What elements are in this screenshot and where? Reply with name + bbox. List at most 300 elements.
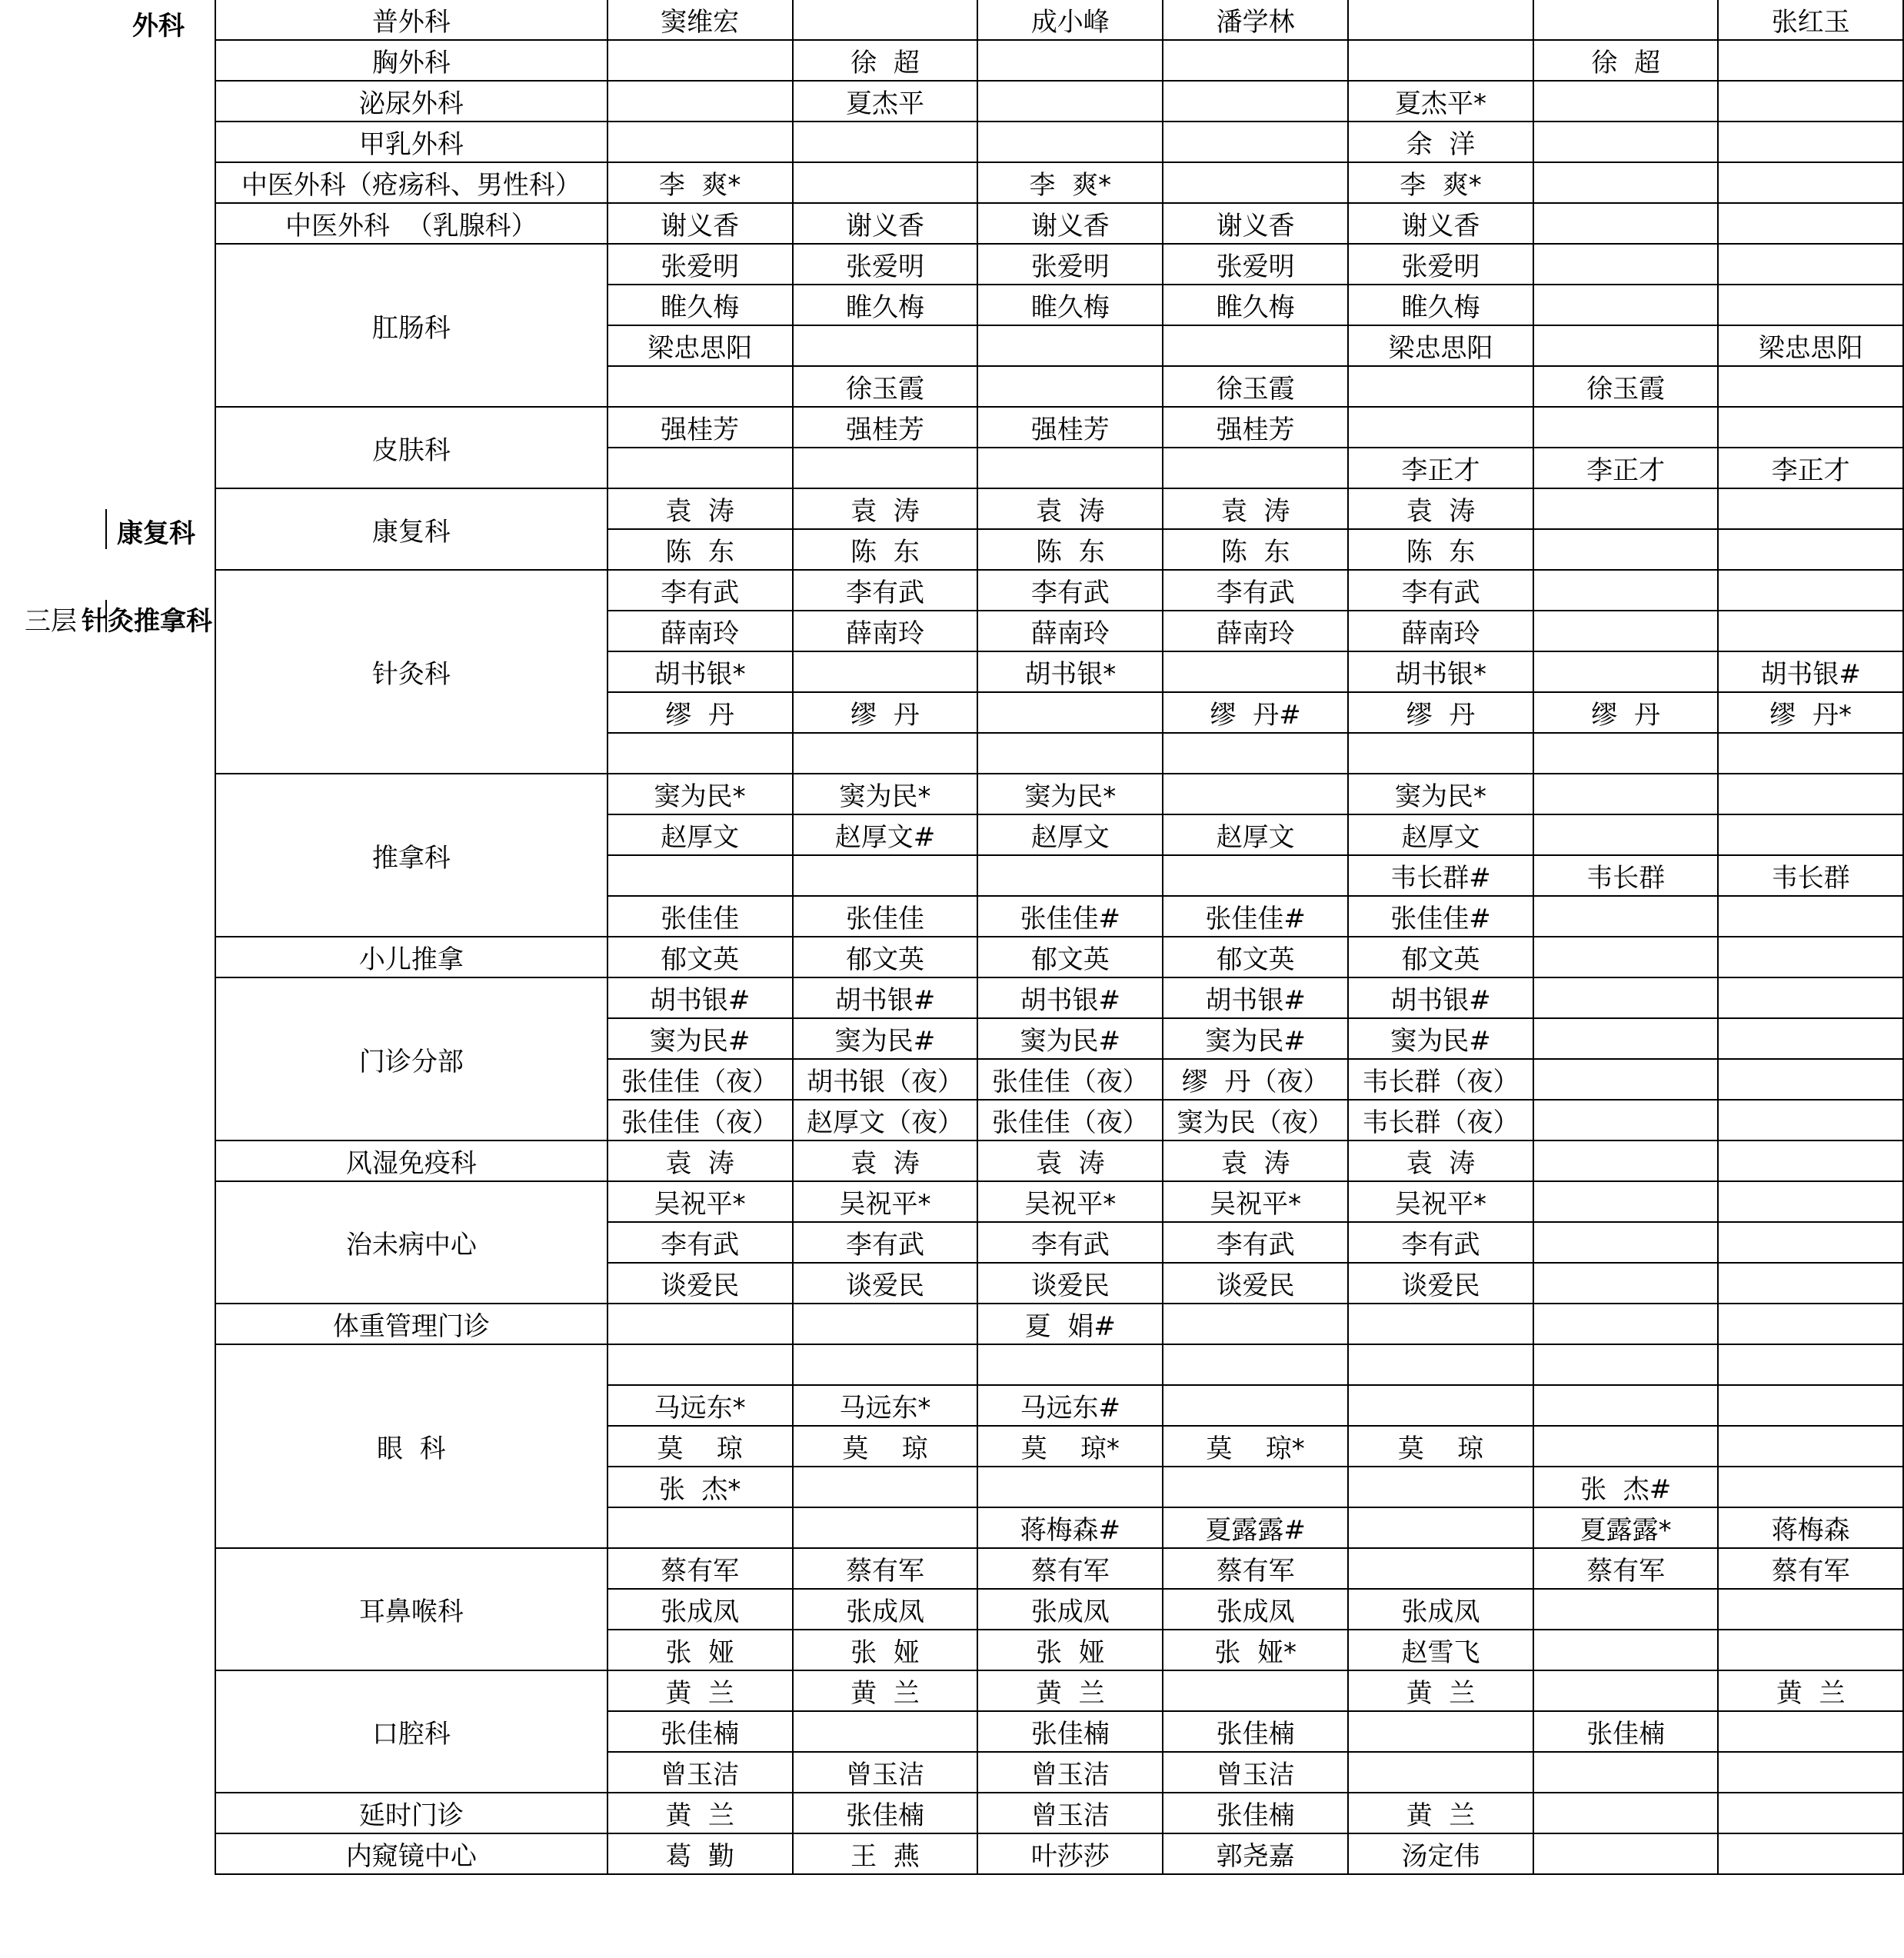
- table-row: [215, 40, 1903, 81]
- department-cell: 延时门诊: [215, 1793, 607, 1833]
- doctor-cell: 黄 兰: [977, 1670, 1163, 1711]
- doctor-cell: 谢义香: [977, 203, 1163, 244]
- doctor-cell: 赵厚文: [1348, 814, 1533, 855]
- doctor-cell: 李有武: [793, 1222, 978, 1263]
- doctor-cell: 张 娅: [793, 1630, 978, 1670]
- doctor-cell: 陈 东: [1348, 529, 1533, 570]
- doctor-cell: [1533, 244, 1718, 285]
- doctor-cell: [1348, 1711, 1533, 1752]
- doctor-cell: [1163, 162, 1348, 203]
- doctor-cell: [1533, 896, 1718, 937]
- doctor-cell: [1718, 774, 1903, 814]
- doctor-cell: 张红玉: [1718, 0, 1903, 40]
- doctor-cell: 袁 涛: [977, 1141, 1163, 1181]
- doctor-cell: [607, 1507, 793, 1548]
- doctor-cell: [977, 40, 1163, 81]
- doctor-cell: [1533, 1344, 1718, 1385]
- doctor-cell: 窦为民*: [977, 774, 1163, 814]
- doctor-cell: 夏杰平*: [1348, 81, 1533, 122]
- doctor-cell: 胡书银*: [1348, 651, 1533, 692]
- doctor-cell: [1718, 203, 1903, 244]
- department-cell: 眼 科: [215, 1344, 607, 1548]
- doctor-cell: [1718, 1426, 1903, 1467]
- doctor-cell: 张 娅*: [1163, 1630, 1348, 1670]
- doctor-cell: [1533, 488, 1718, 529]
- doctor-cell: 张成凤: [1163, 1589, 1348, 1630]
- doctor-cell: [1163, 122, 1348, 162]
- doctor-cell: 曾玉洁: [793, 1752, 978, 1793]
- doctor-cell: 李有武: [1348, 570, 1533, 611]
- section-label-surgery: 外科: [132, 11, 185, 42]
- doctor-cell: 缪 丹: [793, 692, 978, 733]
- doctor-cell: 李正才: [1718, 448, 1903, 488]
- doctor-cell: 蔡有军: [1533, 1548, 1718, 1589]
- doctor-cell: [607, 1344, 793, 1385]
- doctor-cell: [1348, 40, 1533, 81]
- doctor-cell: 谢义香: [793, 203, 978, 244]
- doctor-cell: 胡书银#: [607, 977, 793, 1018]
- doctor-cell: 蒋梅森: [1718, 1507, 1903, 1548]
- doctor-cell: [1718, 814, 1903, 855]
- doctor-cell: [1163, 1304, 1348, 1344]
- doctor-cell: 曾玉洁: [607, 1752, 793, 1793]
- doctor-cell: 胡书银*: [977, 651, 1163, 692]
- doctor-cell: 赵厚文: [977, 814, 1163, 855]
- doctor-cell: 陈 东: [977, 529, 1163, 570]
- doctor-cell: 胡书银#: [977, 977, 1163, 1018]
- doctor-cell: 陈 东: [1163, 529, 1348, 570]
- doctor-cell: [1718, 1752, 1903, 1793]
- doctor-cell: 梁忠思阳: [1348, 325, 1533, 366]
- doctor-cell: [1533, 162, 1718, 203]
- doctor-cell: [1348, 1467, 1533, 1507]
- doctor-cell: 李有武: [1348, 1222, 1533, 1263]
- doctor-cell: [1718, 488, 1903, 529]
- doctor-cell: 张佳楠: [977, 1711, 1163, 1752]
- doctor-cell: 郁文英: [793, 937, 978, 977]
- doctor-cell: 张爱明: [607, 244, 793, 285]
- doctor-cell: [1533, 651, 1718, 692]
- doctor-cell: [1718, 1263, 1903, 1304]
- doctor-cell: 李有武: [607, 1222, 793, 1263]
- doctor-cell: 韦长群: [1533, 855, 1718, 896]
- table-row: [215, 244, 1903, 285]
- doctor-cell: [1163, 651, 1348, 692]
- doctor-cell: [1718, 1833, 1903, 1874]
- doctor-cell: 睢久梅: [977, 285, 1163, 325]
- doctor-cell: [607, 855, 793, 896]
- doctor-cell: 赵厚文#: [793, 814, 978, 855]
- doctor-cell: 李有武: [1163, 570, 1348, 611]
- doctor-cell: 胡书银#: [1718, 651, 1903, 692]
- doctor-cell: 徐玉霞: [1163, 366, 1348, 407]
- department-cell: 康复科: [215, 488, 607, 570]
- doctor-cell: [1533, 1100, 1718, 1141]
- doctor-cell: [1163, 733, 1348, 774]
- doctor-cell: 郁文英: [1163, 937, 1348, 977]
- doctor-cell: [977, 733, 1163, 774]
- doctor-cell: 窦为民#: [1163, 1018, 1348, 1059]
- floor-label: 三层: [25, 606, 77, 637]
- doctor-cell: 窦为民*: [607, 774, 793, 814]
- doctor-cell: [793, 0, 978, 40]
- table-row: [215, 81, 1903, 122]
- doctor-cell: 蔡有军: [793, 1548, 978, 1589]
- doctor-cell: 陈 东: [793, 529, 978, 570]
- doctor-cell: 张 娅: [977, 1630, 1163, 1670]
- department-cell: 泌尿外科: [215, 81, 607, 122]
- doctor-cell: [1533, 285, 1718, 325]
- doctor-cell: 窦为民（夜）: [1163, 1100, 1348, 1141]
- doctor-cell: 睢久梅: [793, 285, 978, 325]
- table-row: [215, 937, 1903, 977]
- doctor-cell: [1718, 1141, 1903, 1181]
- doctor-cell: 缪 丹: [607, 692, 793, 733]
- doctor-cell: [793, 162, 978, 203]
- doctor-cell: [1718, 611, 1903, 651]
- doctor-cell: [977, 366, 1163, 407]
- doctor-cell: [977, 855, 1163, 896]
- doctor-cell: [1718, 1222, 1903, 1263]
- doctor-cell: 谢义香: [1348, 203, 1533, 244]
- doctor-cell: 李 爽*: [607, 162, 793, 203]
- table-row: [215, 122, 1903, 162]
- doctor-cell: 张佳楠: [1533, 1711, 1718, 1752]
- table-row: [215, 0, 1903, 40]
- doctor-cell: 马远东*: [607, 1385, 793, 1426]
- doctor-cell: 莫 琼: [607, 1426, 793, 1467]
- doctor-cell: 郁文英: [607, 937, 793, 977]
- doctor-cell: [1163, 1670, 1348, 1711]
- doctor-cell: [1163, 81, 1348, 122]
- doctor-cell: 睢久梅: [607, 285, 793, 325]
- doctor-cell: [607, 81, 793, 122]
- doctor-cell: [1533, 977, 1718, 1018]
- doctor-cell: [607, 733, 793, 774]
- doctor-cell: [1718, 733, 1903, 774]
- doctor-cell: [1348, 366, 1533, 407]
- doctor-cell: 陈 东: [607, 529, 793, 570]
- doctor-cell: [1348, 1548, 1533, 1589]
- doctor-cell: 张佳佳#: [977, 896, 1163, 937]
- doctor-cell: [1163, 325, 1348, 366]
- doctor-cell: [607, 122, 793, 162]
- doctor-cell: 谢义香: [1163, 203, 1348, 244]
- doctor-cell: 韦长群（夜）: [1348, 1059, 1533, 1100]
- doctor-cell: [1533, 1018, 1718, 1059]
- doctor-cell: [1533, 814, 1718, 855]
- doctor-cell: [1718, 896, 1903, 937]
- doctor-cell: [793, 1304, 978, 1344]
- department-cell: 普外科: [215, 0, 607, 40]
- doctor-cell: [1533, 570, 1718, 611]
- doctor-cell: 胡书银#: [1348, 977, 1533, 1018]
- doctor-cell: 张爱明: [793, 244, 978, 285]
- doctor-cell: [607, 40, 793, 81]
- doctor-cell: 吴祝平*: [607, 1181, 793, 1222]
- doctor-cell: 黄 兰: [607, 1670, 793, 1711]
- doctor-cell: [1533, 325, 1718, 366]
- doctor-cell: 梁忠思阳: [607, 325, 793, 366]
- doctor-cell: [1163, 40, 1348, 81]
- table-row: [215, 977, 1903, 1018]
- doctor-cell: 张 娅: [607, 1630, 793, 1670]
- doctor-cell: [793, 325, 978, 366]
- doctor-cell: 吴祝平*: [1163, 1181, 1348, 1222]
- doctor-cell: 王 燕: [793, 1833, 978, 1874]
- doctor-cell: 张佳佳: [607, 896, 793, 937]
- doctor-cell: [1718, 1181, 1903, 1222]
- doctor-cell: 谢义香: [607, 203, 793, 244]
- doctor-cell: [1718, 1018, 1903, 1059]
- doctor-cell: 张佳佳（夜）: [977, 1059, 1163, 1100]
- doctor-cell: 袁 涛: [1163, 1141, 1348, 1181]
- table-row: [215, 407, 1903, 448]
- doctor-cell: [1348, 1752, 1533, 1793]
- doctor-cell: [1533, 774, 1718, 814]
- department-cell: 耳鼻喉科: [215, 1548, 607, 1670]
- doctor-cell: 曾玉洁: [1163, 1752, 1348, 1793]
- table-row: [215, 1304, 1903, 1344]
- doctor-cell: 缪 丹*: [1718, 692, 1903, 733]
- doctor-cell: [1718, 1630, 1903, 1670]
- department-cell: 甲乳外科: [215, 122, 607, 162]
- doctor-cell: 窦为民*: [793, 774, 978, 814]
- doctor-cell: 梁忠思阳: [1718, 325, 1903, 366]
- doctor-cell: 蔡有军: [977, 1548, 1163, 1589]
- doctor-cell: 吴祝平*: [1348, 1181, 1533, 1222]
- doctor-cell: 缪 丹: [1348, 692, 1533, 733]
- doctor-cell: [1163, 774, 1348, 814]
- doctor-cell: [1718, 570, 1903, 611]
- doctor-cell: [1533, 1181, 1718, 1222]
- doctor-cell: 李正才: [1533, 448, 1718, 488]
- doctor-cell: [793, 1467, 978, 1507]
- doctor-cell: 谈爱民: [1348, 1263, 1533, 1304]
- doctor-cell: 徐玉霞: [1533, 366, 1718, 407]
- doctor-cell: [1718, 1100, 1903, 1141]
- doctor-cell: [1163, 855, 1348, 896]
- doctor-cell: 黄 兰: [1348, 1670, 1533, 1711]
- doctor-cell: [1348, 407, 1533, 448]
- doctor-cell: [1718, 937, 1903, 977]
- doctor-cell: 袁 涛: [607, 488, 793, 529]
- table-row: [215, 1181, 1903, 1222]
- doctor-cell: 张佳佳#: [1163, 896, 1348, 937]
- doctor-cell: 李有武: [977, 570, 1163, 611]
- department-cell: 胸外科: [215, 40, 607, 81]
- doctor-cell: [1533, 1263, 1718, 1304]
- doctor-cell: 徐 超: [1533, 40, 1718, 81]
- doctor-cell: 马远东#: [977, 1385, 1163, 1426]
- doctor-cell: 袁 涛: [1348, 488, 1533, 529]
- doctor-cell: 谈爱民: [1163, 1263, 1348, 1304]
- doctor-cell: [1533, 733, 1718, 774]
- doctor-cell: [1718, 529, 1903, 570]
- doctor-cell: 李有武: [977, 1222, 1163, 1263]
- doctor-cell: 张佳楠: [793, 1793, 978, 1833]
- doctor-cell: [1533, 529, 1718, 570]
- doctor-cell: 韦长群（夜）: [1348, 1100, 1533, 1141]
- doctor-cell: [1718, 366, 1903, 407]
- doctor-cell: 黄 兰: [607, 1793, 793, 1833]
- doctor-cell: [1718, 1589, 1903, 1630]
- doctor-cell: 袁 涛: [1348, 1141, 1533, 1181]
- doctor-cell: [977, 81, 1163, 122]
- doctor-cell: 缪 丹#: [1163, 692, 1348, 733]
- doctor-cell: [977, 325, 1163, 366]
- doctor-cell: 谈爱民: [793, 1263, 978, 1304]
- doctor-cell: 张爱明: [1348, 244, 1533, 285]
- doctor-cell: 袁 涛: [977, 488, 1163, 529]
- doctor-cell: 袁 涛: [793, 488, 978, 529]
- doctor-cell: 张佳楠: [1163, 1711, 1348, 1752]
- doctor-cell: [1718, 1467, 1903, 1507]
- doctor-cell: [1533, 1385, 1718, 1426]
- doctor-cell: [1533, 203, 1718, 244]
- doctor-cell: [1163, 1467, 1348, 1507]
- doctor-cell: 张佳佳（夜）: [977, 1100, 1163, 1141]
- doctor-cell: [607, 1304, 793, 1344]
- department-cell: 肛肠科: [215, 244, 607, 407]
- doctor-cell: [1718, 1711, 1903, 1752]
- doctor-cell: 莫 琼*: [977, 1426, 1163, 1467]
- doctor-cell: 缪 丹（夜）: [1163, 1059, 1348, 1100]
- doctor-cell: 李 爽*: [977, 162, 1163, 203]
- section-label-rehab: 康复科: [117, 518, 195, 549]
- doctor-cell: 夏 娟#: [977, 1304, 1163, 1344]
- doctor-cell: [1348, 1385, 1533, 1426]
- doctor-cell: [977, 122, 1163, 162]
- doctor-cell: [1533, 1222, 1718, 1263]
- doctor-cell: 莫 琼: [1348, 1426, 1533, 1467]
- doctor-cell: 谈爱民: [607, 1263, 793, 1304]
- doctor-cell: 窦为民#: [607, 1018, 793, 1059]
- doctor-cell: [1718, 81, 1903, 122]
- doctor-cell: [977, 1467, 1163, 1507]
- doctor-cell: [1533, 1059, 1718, 1100]
- table-row: [215, 774, 1903, 814]
- doctor-cell: [793, 855, 978, 896]
- doctor-cell: [1533, 1833, 1718, 1874]
- doctor-cell: 张 杰*: [607, 1467, 793, 1507]
- doctor-cell: [1533, 1304, 1718, 1344]
- doctor-cell: 余 洋: [1348, 122, 1533, 162]
- doctor-cell: [793, 1344, 978, 1385]
- doctor-cell: 睢久梅: [1163, 285, 1348, 325]
- doctor-cell: 袁 涛: [607, 1141, 793, 1181]
- doctor-cell: [1718, 285, 1903, 325]
- doctor-cell: 李 爽*: [1348, 162, 1533, 203]
- doctor-cell: [1718, 244, 1903, 285]
- doctor-cell: 黄 兰: [1718, 1670, 1903, 1711]
- doctor-cell: 窦为民#: [977, 1018, 1163, 1059]
- table-row: [215, 1548, 1903, 1589]
- doctor-cell: 张爱明: [1163, 244, 1348, 285]
- doctor-cell: 曾玉洁: [977, 1793, 1163, 1833]
- doctor-cell: 成小峰: [977, 0, 1163, 40]
- doctor-cell: [1718, 977, 1903, 1018]
- doctor-cell: 张佳佳（夜）: [607, 1059, 793, 1100]
- doctor-cell: [1348, 1304, 1533, 1344]
- doctor-cell: 赵雪飞: [1348, 1630, 1533, 1670]
- doctor-cell: 薛南玲: [1348, 611, 1533, 651]
- doctor-cell: [1718, 40, 1903, 81]
- doctor-cell: 张 杰#: [1533, 1467, 1718, 1507]
- department-cell: 内窥镜中心: [215, 1833, 607, 1874]
- doctor-cell: [1348, 0, 1533, 40]
- doctor-cell: 赵厚文（夜）: [793, 1100, 978, 1141]
- doctor-cell: 郭尧嘉: [1163, 1833, 1348, 1874]
- doctor-cell: 韦长群#: [1348, 855, 1533, 896]
- doctor-cell: [793, 1711, 978, 1752]
- doctor-cell: 曾玉洁: [977, 1752, 1163, 1793]
- table-row: [215, 1344, 1903, 1385]
- doctor-cell: [793, 122, 978, 162]
- doctor-cell: 李有武: [1163, 1222, 1348, 1263]
- doctor-cell: [793, 448, 978, 488]
- doctor-cell: [607, 448, 793, 488]
- doctor-cell: 窦为民#: [793, 1018, 978, 1059]
- doctor-cell: 强桂芳: [977, 407, 1163, 448]
- doctor-cell: 袁 涛: [793, 1141, 978, 1181]
- doctor-cell: [1533, 407, 1718, 448]
- doctor-cell: [1348, 1344, 1533, 1385]
- doctor-cell: 薛南玲: [1163, 611, 1348, 651]
- doctor-cell: 李正才: [1348, 448, 1533, 488]
- doctor-cell: 强桂芳: [607, 407, 793, 448]
- doctor-cell: [1533, 1426, 1718, 1467]
- table-row: [215, 1141, 1903, 1181]
- doctor-cell: 黄 兰: [1348, 1793, 1533, 1833]
- department-cell: 小儿推拿: [215, 937, 607, 977]
- table-row: [215, 488, 1903, 529]
- doctor-cell: 睢久梅: [1348, 285, 1533, 325]
- doctor-cell: 张成凤: [793, 1589, 978, 1630]
- doctor-cell: 李有武: [607, 570, 793, 611]
- doctor-cell: 张成凤: [607, 1589, 793, 1630]
- doctor-cell: [1533, 1630, 1718, 1670]
- doctor-cell: 胡书银#: [1163, 977, 1348, 1018]
- doctor-cell: [1348, 1507, 1533, 1548]
- department-cell: 中医外科 （乳腺科）: [215, 203, 607, 244]
- doctor-cell: 徐玉霞: [793, 366, 978, 407]
- doctor-cell: 张成凤: [977, 1589, 1163, 1630]
- doctor-cell: 夏杰平: [793, 81, 978, 122]
- schedule-table: [215, 0, 1904, 1875]
- department-cell: 风湿免疫科: [215, 1141, 607, 1181]
- doctor-cell: 张佳楠: [607, 1711, 793, 1752]
- doctor-cell: 张爱明: [977, 244, 1163, 285]
- department-cell: 体重管理门诊: [215, 1304, 607, 1344]
- doctor-cell: [1533, 1752, 1718, 1793]
- doctor-cell: [1533, 1670, 1718, 1711]
- doctor-cell: 李有武: [793, 570, 978, 611]
- doctor-cell: [1718, 1385, 1903, 1426]
- doctor-cell: 张佳佳: [793, 896, 978, 937]
- doctor-cell: [1533, 0, 1718, 40]
- doctor-cell: [1163, 1344, 1348, 1385]
- doctor-cell: [1348, 733, 1533, 774]
- doctor-cell: [1718, 1344, 1903, 1385]
- department-cell: 中医外科（疮疡科、男性科）: [215, 162, 607, 203]
- department-cell: 针灸科: [215, 570, 607, 774]
- doctor-cell: 马远东*: [793, 1385, 978, 1426]
- doctor-cell: 窦为民#: [1348, 1018, 1533, 1059]
- department-cell: 口腔科: [215, 1670, 607, 1793]
- department-cell: 治未病中心: [215, 1181, 607, 1304]
- doctor-cell: 胡书银*: [607, 651, 793, 692]
